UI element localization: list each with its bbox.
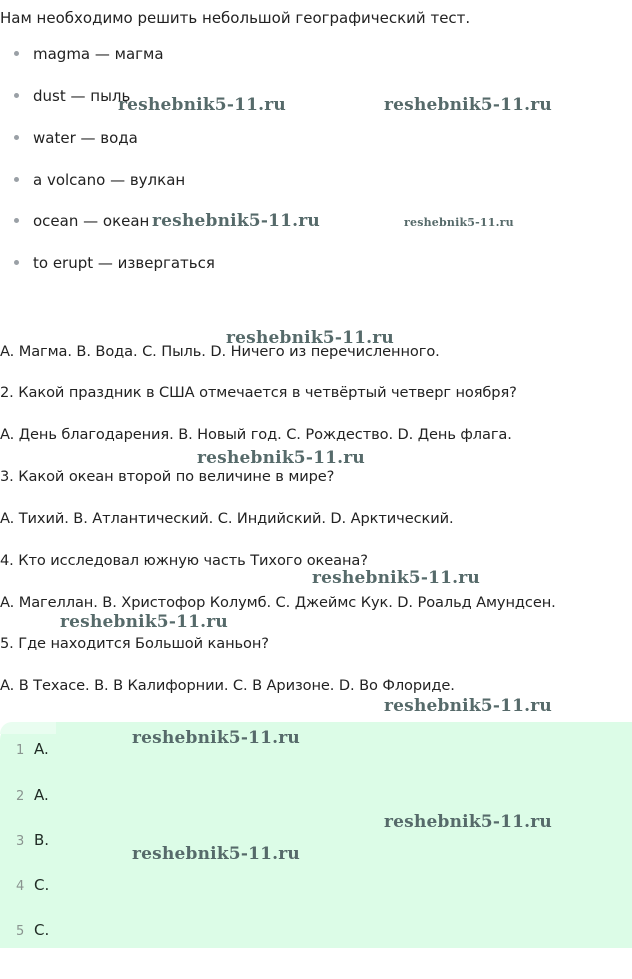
watermark: reshebnik5-11.ru xyxy=(152,211,320,231)
bullet-icon xyxy=(14,135,19,140)
question-3: 3. Какой океан второй по величине в мире? xyxy=(0,468,335,485)
vocab-text: dust — пыль xyxy=(33,87,131,105)
answer-value: C. xyxy=(34,876,50,894)
answer-number: 3 xyxy=(16,834,25,849)
bullet-icon xyxy=(14,51,19,56)
vocab-item xyxy=(14,44,164,64)
vocab-item xyxy=(14,86,130,106)
answer-value: C. xyxy=(34,921,50,939)
question-2-options: A. День благодарения. B. Новый год. C. Рождество. D. День флага. xyxy=(0,426,512,443)
watermark: reshebnik5-11.ru xyxy=(404,216,514,229)
vocab-text: to erupt — извергаться xyxy=(33,254,215,272)
question-5: 5. Где находится Большой каньон? xyxy=(0,635,269,652)
bullet-icon xyxy=(14,93,19,98)
watermark: reshebnik5-11.ru xyxy=(118,95,286,115)
answer-row xyxy=(16,920,49,940)
watermark: reshebnik5-11.ru xyxy=(384,812,552,832)
bullet-icon xyxy=(14,260,19,265)
question-1-options: A. Магма. B. Вода. C. Пыль. D. Ничего из перечисленного. xyxy=(0,343,440,360)
answer-row xyxy=(16,875,49,895)
vocab-text: water — вода xyxy=(33,129,138,147)
vocab-text: magma — магма xyxy=(33,45,164,63)
watermark: reshebnik5-11.ru xyxy=(384,696,552,716)
bullet-icon xyxy=(14,177,19,182)
answer-number: 5 xyxy=(16,924,25,939)
answer-value: A. xyxy=(34,740,49,758)
answer-value: A. xyxy=(34,786,49,804)
question-3-options: A. Тихий. B. Атлантический. C. Индийский. D. Арктический. xyxy=(0,510,454,527)
question-5-options: A. В Техасе. B. В Калифорнии. C. В Аризоне. D. Во Флориде. xyxy=(0,677,455,694)
answers-box xyxy=(0,722,632,948)
watermark: reshebnik5-11.ru xyxy=(384,95,552,115)
answer-value: B. xyxy=(34,831,50,849)
answer-row xyxy=(16,830,49,850)
vocab-text: a volcano — вулкан xyxy=(33,171,186,189)
answer-number: 2 xyxy=(16,789,25,804)
intro-text: Нам необходимо решить небольшой географический тест. xyxy=(0,9,471,27)
watermark: reshebnik5-11.ru xyxy=(226,328,394,348)
vocab-text: ocean — океан xyxy=(33,212,150,230)
watermark: reshebnik5-11.ru xyxy=(60,612,228,632)
answer-number: 1 xyxy=(16,743,25,758)
vocab-item xyxy=(14,211,149,231)
answer-row xyxy=(16,739,49,759)
answer-number: 4 xyxy=(16,879,25,894)
bullet-icon xyxy=(14,218,19,223)
answer-row xyxy=(16,785,49,805)
answers-tab xyxy=(0,722,56,734)
question-4-options: A. Магеллан. B. Христофор Колумб. C. Джеймс Кук. D. Роальд Амундсен. xyxy=(0,594,556,611)
watermark: reshebnik5-11.ru xyxy=(197,448,365,468)
watermark: reshebnik5-11.ru xyxy=(132,728,300,748)
question-2: 2. Какой праздник в США отмечается в четвёртый четверг ноября? xyxy=(0,384,517,401)
vocab-item xyxy=(14,128,138,148)
question-4: 4. Кто исследовал южную часть Тихого океана? xyxy=(0,552,368,569)
watermark: reshebnik5-11.ru xyxy=(132,844,300,864)
vocab-item xyxy=(14,170,185,190)
vocab-item xyxy=(14,253,215,273)
watermark: reshebnik5-11.ru xyxy=(312,568,480,588)
